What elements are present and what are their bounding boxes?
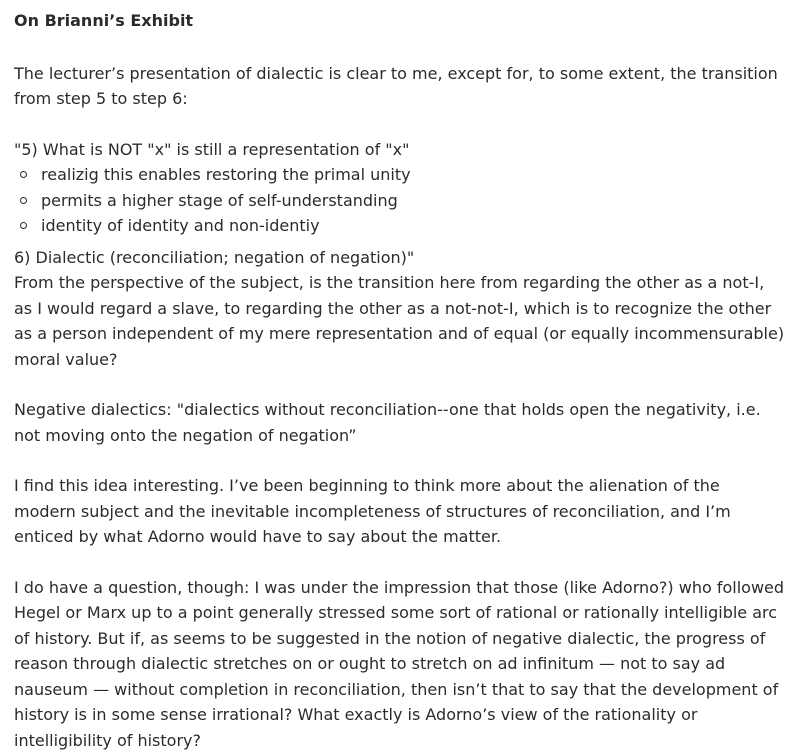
list-item: [14, 213, 786, 239]
bullet-text: permits a higher stage of self-understanding: [41, 191, 398, 210]
negative-dialectics-paragraph: Negative dialectics: "dialectics without reconciliation--one that holds open the negativity, i.e. not moving onto the negation of negation”: [14, 397, 786, 448]
list-item: [14, 188, 786, 214]
hollow-circle-bullet-icon: [20, 222, 27, 229]
question-paragraph: I do have a question, though: I was under the impression that those (like Adorno?) who followed Hegel or Marx up to a point generally stressed some sort of rational or rationally intelligible arc of history. But if, as seems to be suggested in the notion of negative dialectic, the progress of reason through dialectic stretches on or ought to stretch on ad infinitum — not to say ad nauseum — without completion in reconciliation, then isn’t that to say that the development of history is in some sense irrational? What exactly is Adorno’s view of the rationality or intelligibility of history?: [14, 575, 786, 753]
step5-bullet-list: [14, 162, 786, 239]
intro-paragraph: The lecturer’s presentation of dialectic is clear to me, except for, to some extent, the transition from step 5 to step 6:: [14, 61, 786, 112]
interest-paragraph: I find this idea interesting. I’ve been beginning to think more about the alienation of the modern subject and the inevitable incompleteness of structures of reconciliation, and I’m enticed by what Adorno would have to say about the matter.: [14, 473, 786, 550]
document-title: On Brianni’s Exhibit: [14, 8, 786, 34]
hollow-circle-bullet-icon: [20, 197, 27, 204]
bullet-text: realizig this enables restoring the primal unity: [41, 165, 411, 184]
step6-question-paragraph: From the perspective of the subject, is the transition here from regarding the other as a not-I, as I would regard a slave, to regarding the other as a not-not-I, which is to recognize the other as a person independent of my mere representation and of equal (or equally incommensurable) moral value?: [14, 270, 786, 372]
hollow-circle-bullet-icon: [20, 171, 27, 178]
bullet-text: identity of identity and non-identiy: [41, 216, 320, 235]
list-item: [14, 162, 786, 188]
step5-heading: "5) What is NOT "x" is still a representation of "x": [14, 137, 786, 163]
step6-heading: 6) Dialectic (reconciliation; negation of negation)": [14, 245, 786, 271]
